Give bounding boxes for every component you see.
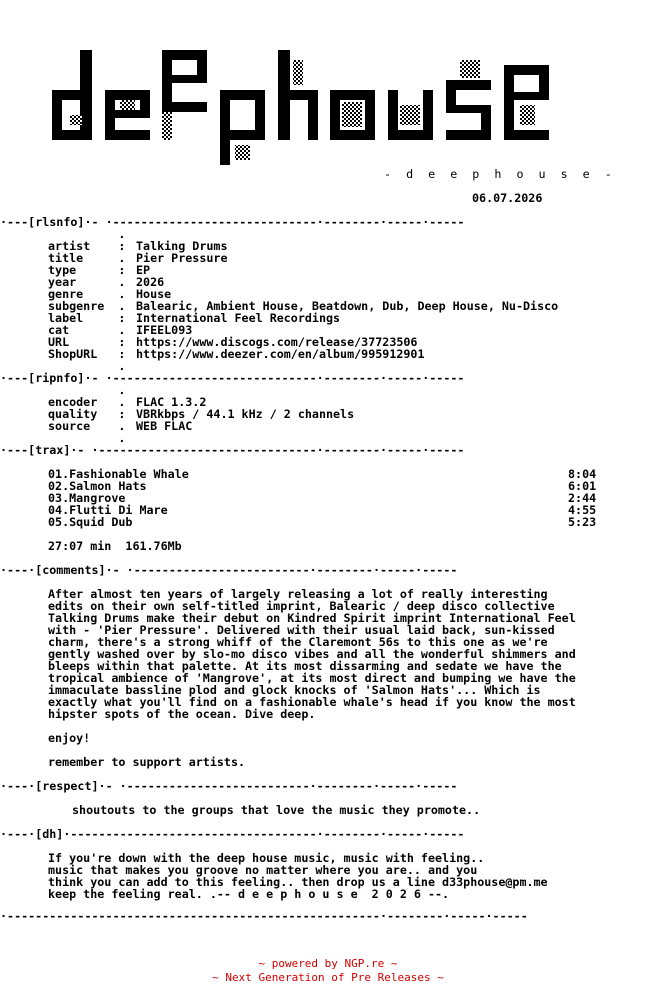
section-divider-trax: ·---[trax]·- ·-------------------------------·--------·-----·----- xyxy=(0,443,465,457)
field-label-encoder: encoder . xyxy=(48,395,133,409)
spacer-dot: . xyxy=(48,359,126,373)
track-name: 04.Flutti Di Mare xyxy=(48,503,168,517)
comment-line: edits on their own self-titled imprint, Balearic / deep disco collective xyxy=(48,599,555,613)
field-value-artist: Talking Drums xyxy=(136,239,228,253)
dh-line: music that makes you groove no matter where you are.. and you xyxy=(48,863,478,877)
field-label-title: title . xyxy=(48,251,133,265)
comment-line: bleeps within that palette. At its most dissarming and sedate we have the xyxy=(48,659,562,673)
respect-text: shoutouts to the groups that love the music they promote.. xyxy=(72,803,481,817)
field-value-subgenre: Balearic, Ambient House, Beatdown, Dub, Deep House, Nu-Disco xyxy=(136,299,559,313)
section-divider-comments: ·---·[comments]·- ·-------------------------·--------·-----·----- xyxy=(0,563,458,577)
comment-line: gently washed over by slo-mo disco vibes and all the wonderful shimmers and xyxy=(48,647,576,661)
comment-line: exactly what you'll find on a fashionable whale's head if you know the most xyxy=(48,695,576,709)
field-label-year: year . xyxy=(48,275,133,289)
track-time: 5:23 xyxy=(568,515,597,529)
field-label-cat: cat . xyxy=(48,323,133,337)
field-label-shopurl: ShopURL : xyxy=(48,347,133,361)
comment-line: After almost ten years of largely releasing a lot of really interesting xyxy=(48,587,548,601)
field-label-url: URL : xyxy=(48,335,133,349)
field-label-label: label : xyxy=(48,311,133,325)
release-date: 06.07.2026 xyxy=(472,191,543,205)
spacer-dot: . xyxy=(48,431,126,445)
field-value-year: 2026 xyxy=(136,275,165,289)
track-name: 05.Squid Dub xyxy=(48,515,133,529)
field-value-shopurl[interactable]: https://www.deezer.com/en/album/995912901 xyxy=(136,347,425,361)
field-value-cat: IFEEL093 xyxy=(136,323,193,337)
comment-line: hipster spots of the ocean. Dive deep. xyxy=(48,707,316,721)
section-divider-rlsnfo: ·---[rlsnfo]·- ·-----------------------------·--------·-----·----- xyxy=(0,215,465,229)
footer-powered-by[interactable]: ~ powered by NGP.re ~ xyxy=(258,957,398,970)
field-label-type: type : xyxy=(48,263,133,277)
dh-line: keep the feeling real. .-- d e e p h o u s e 2 0 2 6 --. xyxy=(48,887,450,901)
section-divider-respect: ·---·[respect]·- ·--------------------------·--------·-----·----- xyxy=(0,779,458,793)
field-label-artist: artist : xyxy=(48,239,133,253)
field-value-label: International Feel Recordings xyxy=(136,311,341,325)
field-value-quality: VBRkbps / 44.1 kHz / 2 channels xyxy=(136,407,355,421)
support-text: remember to support artists. xyxy=(48,755,246,769)
spacer-dot: . xyxy=(48,383,126,397)
section-divider-ripnfo: ·---[ripnfo]·- ·-----------------------------·--------·-----·----- xyxy=(0,371,465,385)
tagline: - d e e p h o u s e - xyxy=(384,167,616,181)
field-value-title: Pier Pressure xyxy=(136,251,228,265)
enjoy-text: enjoy! xyxy=(48,731,91,745)
footer-tagline: ~ Next Generation of Pre Releases ~ xyxy=(212,971,444,984)
comment-line: immaculate bassline plod and glock knocks of 'Salmon Hats'... Which is xyxy=(48,683,541,697)
total-duration-size: 27:07 min 161.76Mb xyxy=(48,539,182,553)
dh-line: If you're down with the deep house music, music with feeling.. xyxy=(48,851,485,865)
field-label-quality: quality : xyxy=(48,407,133,421)
track-time: 4:55 xyxy=(568,503,597,517)
track-name: 01.Fashionable Whale xyxy=(48,467,189,481)
closing-divider: ·-----------------------------------------------------·--------·-----·----- xyxy=(0,909,528,923)
dh-line: think you can add to this feeling.. then drop us a line d33phouse@pm.me xyxy=(48,875,548,889)
spacer-dot: . xyxy=(48,227,126,241)
track-time: 2:44 xyxy=(568,491,597,505)
field-value-encoder: FLAC 1.3.2 xyxy=(136,395,207,409)
field-label-genre: genre . xyxy=(48,287,133,301)
comment-line: Talking Drums make their debut on Kindred Spirit imprint International Feel xyxy=(48,611,576,625)
deephouse-logo xyxy=(50,20,580,170)
track-time: 6:01 xyxy=(568,479,597,493)
field-label-source: source . xyxy=(48,419,133,433)
field-label-subgenre: subgenre . xyxy=(48,299,133,313)
comment-line: tropical ambience of 'Mangrove', at its most direct and bumping we have the xyxy=(48,671,576,685)
section-divider-dh: ·---·[dh]·-----------------------------------·--------·-----·----- xyxy=(0,827,465,841)
field-value-source: WEB FLAC xyxy=(136,419,193,433)
track-name: 02.Salmon Hats xyxy=(48,479,147,493)
field-value-genre: House xyxy=(136,287,172,301)
comment-line: with - 'Pier Pressure'. Delivered with their usual laid back, sun-kissed xyxy=(48,623,555,637)
comment-line: charm, there's a strong whiff of the Claremont 56s to this one as we're xyxy=(48,635,548,649)
track-name: 03.Mangrove xyxy=(48,491,126,505)
track-time: 8:04 xyxy=(568,467,597,481)
field-value-url[interactable]: https://www.discogs.com/release/37723506 xyxy=(136,335,418,349)
field-value-type: EP xyxy=(136,263,151,277)
